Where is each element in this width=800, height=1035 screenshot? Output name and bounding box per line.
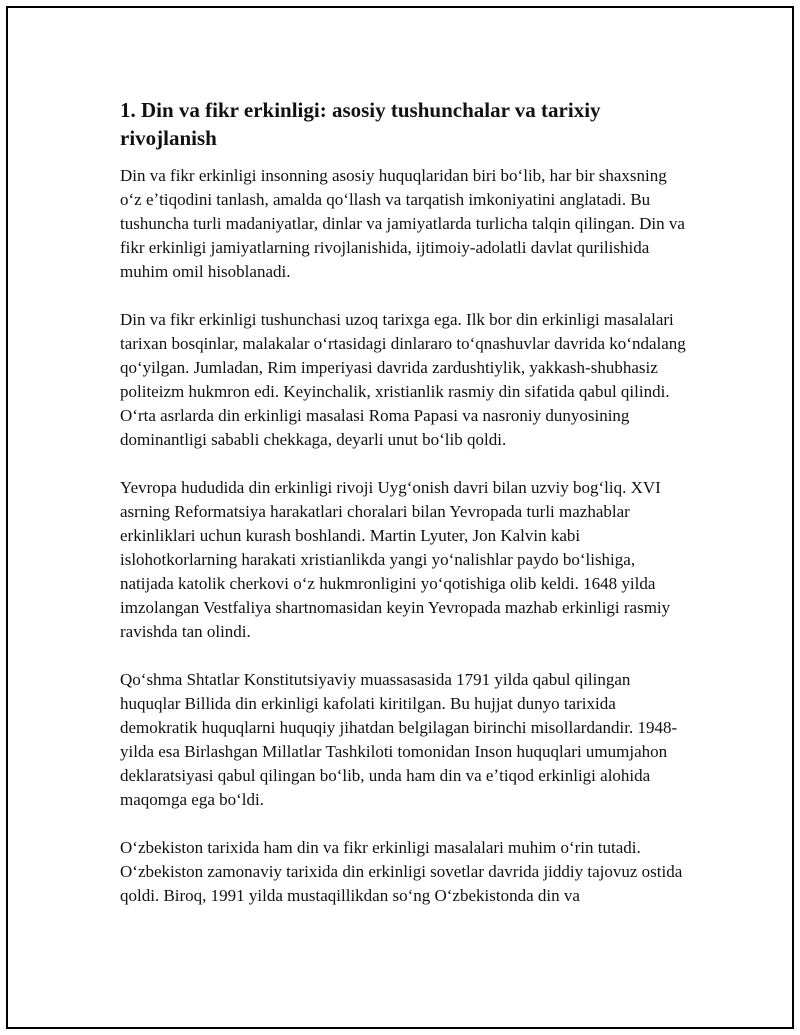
page-frame (6, 6, 794, 1029)
paragraph-uzbekistan: Oʻzbekiston tarixida ham din va fikr erkinligi masalalari muhim oʻrin tutadi. Oʻzbekiston zamonaviy tarixida din erkinligi sovetlar davrida jiddiy tajovuz ostida qoldi. Biroq, 1991 yilda mustaqillikdan soʻng Oʻzbekistonda din va (120, 838, 683, 905)
paragraph-early-history: Din va fikr erkinligi tushunchasi uzoq tarixga ega. Ilk bor din erkinligi masalalari tarixan bosqinlar, malakalar oʻrtasidagi dinlararo toʻqnashuvlar davrida koʻndalang qoʻyilgan. Jumladan, Rim imperiyasi davrida zardushtiylik, yakkash-shubhasiz politeizm hukmron edi. Keyinchalik, xristianlik rasmiy din sifatida qabul qilindi. Oʻrta asrlarda din erkinligi masalasi Roma Papasi va nasroniy dunyosining dominantligi sababli chekkaga, deyarli unut boʻlib qoldi. (120, 310, 686, 449)
paragraph-usa-un-declaration: Qoʻshma Shtatlar Konstitutsiyaviy muassasasida 1791 yilda qabul qilingan huquqlar Billida din erkinligi kafolati kiritilgan. Bu hujjat dunyo tarixida demokratik huquqlarni huquqiy jihatdan belgilagan birinchi misollardandir. 1948-yilda esa Birlashgan Millatlar Tashkiloti tomonidan Inson huquqlari umumjahon deklaratsiyasi qabul qilingan boʻlib, unda ham din va eʼtiqod erkinligi alohida maqomga ega boʻldi. (120, 670, 678, 809)
paragraph-intro: Din va fikr erkinligi insonning asosiy huquqlaridan biri boʻlib, har bir shaxsning oʻz eʼtiqodini tanlash, amalda qoʻllash va tarqatish imkoniyatini anglatadi. Bu tushuncha turli madaniyatlar, dinlar va jamiyatlarda turlicha talqin qilingan. Din va fikr erkinligi jamiyatlarning rivojlanishida, ijtimoiy-adolatli davlat qurilishida muhim omil hisoblanadi. (120, 166, 685, 281)
document-body (120, 96, 690, 932)
paragraph-europe-reformation: Yevropa hududida din erkinligi rivoji Uygʻonish davri bilan uzviy bogʻliq. XVI asrning Reformatsiya harakatlari choralari bilan Yevropada turli mazhablar erkinliklari uchun kurash boshlandi. Martin Lyuter, Jon Kalvin kabi islohotkorlarning harakati xristianlikda yangi yoʻnalishlar paydo boʻlishiga, natijada katolik cherkovi oʻz hukmronligini yoʻqotishiga olib keldi. 1648 yilda imzolangan Vestfaliya shartnomasidan keyin Yevropada mazhab erkinligi rasmiy ravishda tan olindi. (120, 478, 671, 641)
section-heading: 1. Din va fikr erkinligi: asosiy tushunchalar va tarixiy rivojlanish (120, 98, 601, 150)
